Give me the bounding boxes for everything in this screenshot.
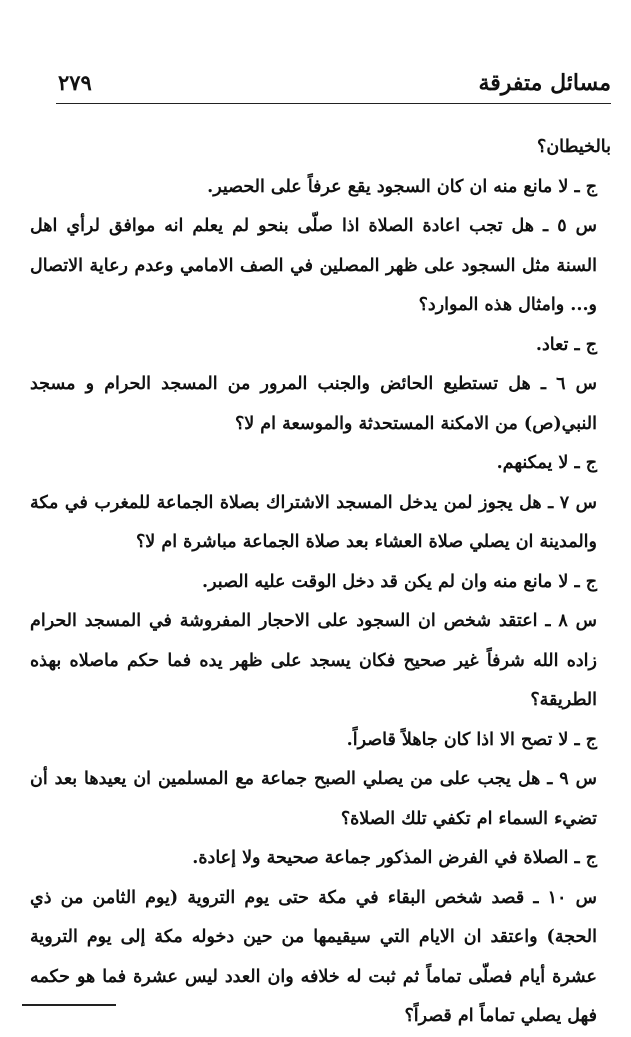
question-paragraph: س ٥ ـ هل تجب اعادة الصلاة اذا صلّى بنحو لم يعلم انه موافق لرأي اهل السنة مثل السجود على ظهر المصلين في الصف الامامي وعدم رعاية الاتصال و... وامثال هذه الموارد؟	[30, 216, 597, 315]
answer-paragraph: ج ـ لا مانع منه ان كان السجود يقع عرفاً على الحصير.	[207, 176, 597, 197]
answer-paragraph: ج ـ تعاد.	[535, 334, 597, 355]
paragraph: بالخيطان؟	[537, 137, 611, 157]
answer-paragraph: ج ـ الصلاة في الفرض المذكور جماعة صحيحة ولا إعادة.	[192, 848, 597, 868]
question-paragraph: س ٦ ـ هل تستطيع الحائض والجنب المرور من المسجد الحرام و مسجد النبي(ص) من الامكنة المستحدثة والموسعة ام لا؟	[30, 374, 597, 434]
header-rule	[56, 103, 611, 104]
answer-paragraph: ج ـ لا مانع منه وان لم يكن قد دخل الوقت عليه الصبر.	[202, 571, 597, 592]
answer-paragraph: ج ـ لا تصح الا اذا كان جاهلاً قاصراً.	[346, 729, 597, 750]
page-header	[44, 64, 611, 100]
page-number: ٢٧٩	[58, 70, 92, 95]
question-paragraph: س ٩ ـ هل يجب على من يصلي الصبح جماعة مع المسلمين ان يعيدها بعد أن تضيء السماء ام تكفي تلك الصلاة؟	[30, 769, 597, 829]
page-body	[30, 128, 611, 1037]
question-paragraph: س ١٠ ـ قصد شخص البقاء في مكة حتى يوم التروية (يوم الثامن من ذي الحجة) واعتقد ان الايام التي سيقيمها من حين دخوله مكة إلى يوم التروية عشرة أيام فصلّى تماماً ثم ثبت له خلافه وان العدد ليس عشرة فما هو حكمه فهل يصلي تماماً ام قصراً؟	[30, 887, 597, 1026]
answer-paragraph: ج ـ لا يمكنهم.	[496, 453, 597, 473]
running-title: مسائل متفرقة	[478, 70, 611, 96]
question-paragraph: س ٧ ـ هل يجوز لمن يدخل المسجد الاشتراك بصلاة الجماعة للمغرب في مكة والمدينة ان يصلي صلاة العشاء بعد صلاة الجماعة مباشرة ام لا؟	[30, 492, 597, 552]
question-paragraph: س ٨ ـ اعتقد شخص ان السجود على الاحجار المفروشة في المسجد الحرام زاده الله شرفاً غير صحيح فكان يسجد على ظهر يده فما حكم ماصلاه بهذه الطريقة؟	[30, 611, 597, 710]
footer-rule	[22, 1004, 116, 1006]
